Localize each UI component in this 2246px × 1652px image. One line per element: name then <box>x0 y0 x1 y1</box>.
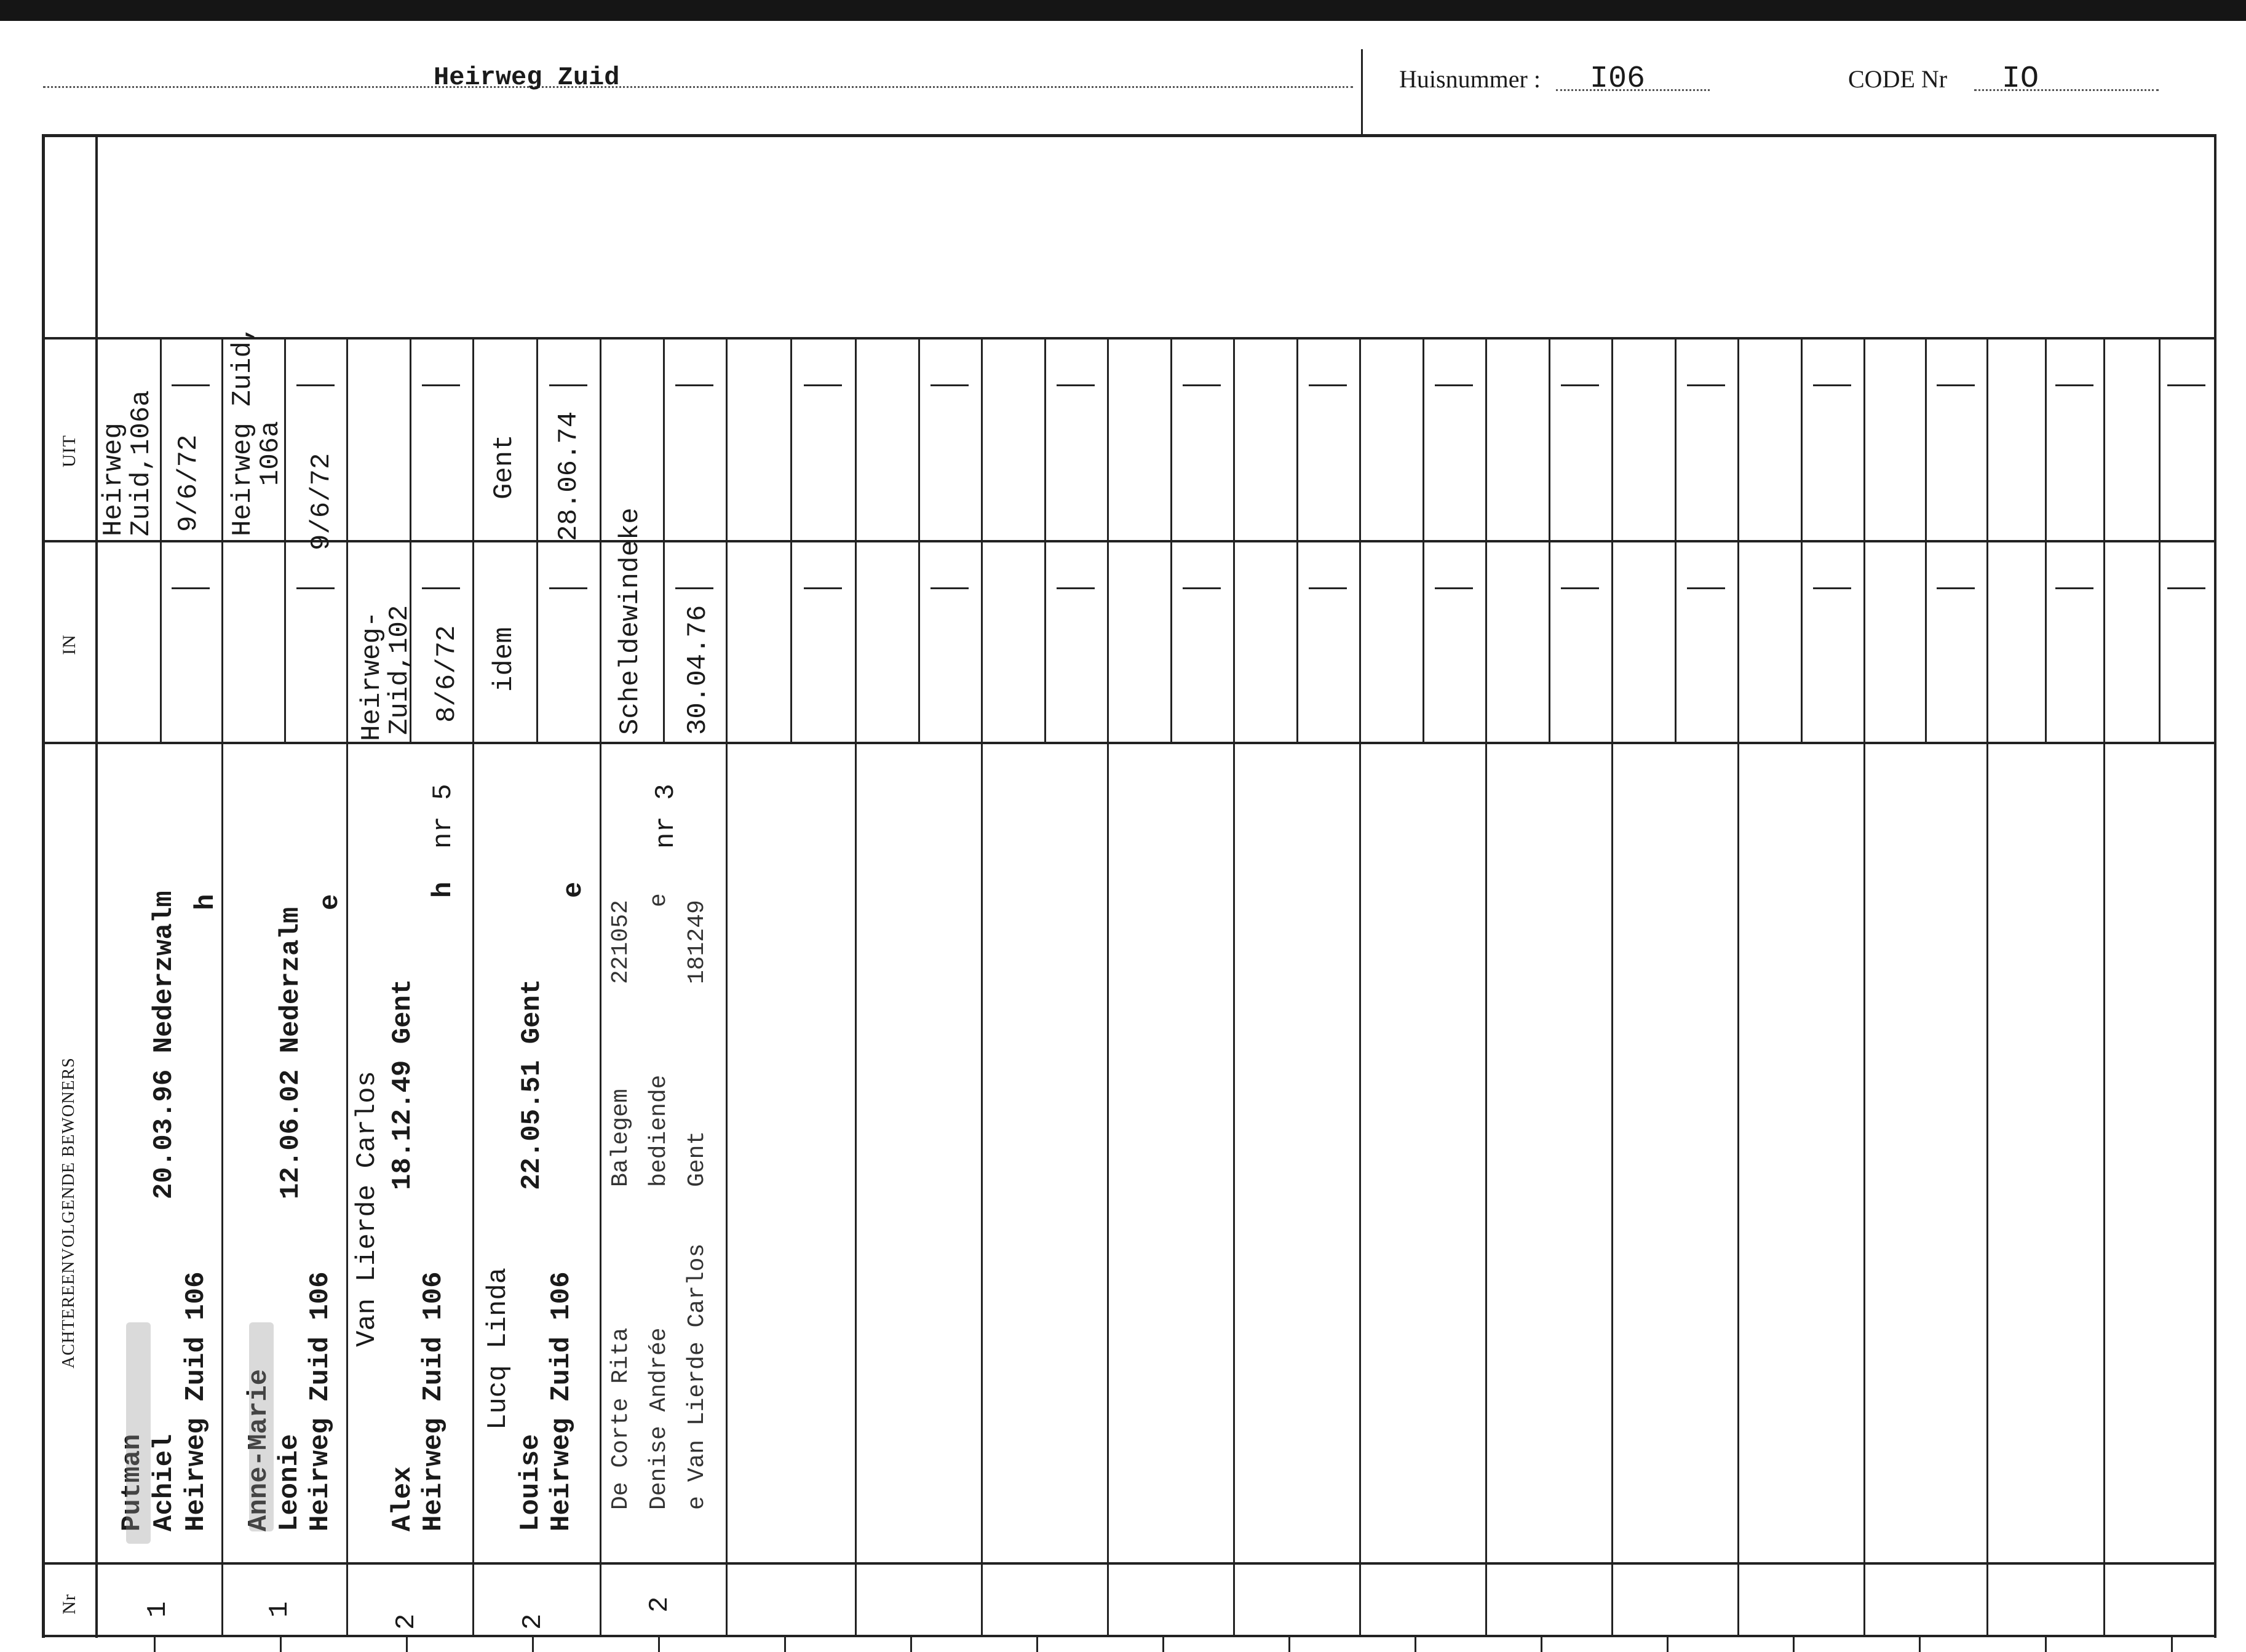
column-divider <box>1986 338 1988 1636</box>
nr-2: 1 <box>264 1601 295 1618</box>
bottom-tick <box>910 1637 912 1652</box>
row-label-nr: Nr <box>59 1594 79 1614</box>
column-divider <box>981 338 983 1636</box>
resident-surname-5: De Corte Rita <box>608 1327 634 1510</box>
label-column-border <box>95 134 98 1638</box>
row-label-uit: UIT <box>59 435 79 467</box>
scan-smudge <box>126 1322 151 1544</box>
column-divider <box>1737 338 1739 1636</box>
date-subcolumn-divider <box>1170 338 1172 742</box>
empty-date-dash <box>2055 587 2093 589</box>
resident-address-4: Heirweg Zuid 106 <box>546 1271 577 1531</box>
bewoners-row-top <box>42 742 2216 744</box>
date-subcolumn-divider <box>1801 338 1803 742</box>
in-place-4: idem <box>489 627 520 692</box>
empty-date-dash <box>931 384 969 386</box>
date-subcolumn-divider <box>1549 338 1550 742</box>
bottom-tick <box>1541 1637 1542 1652</box>
table-left-border <box>42 134 45 1638</box>
empty-date-dash <box>1057 384 1095 386</box>
resident-surname-3: Van Lierde Carlos <box>352 1071 383 1347</box>
huisnummer-label: Huisnummer : <box>1399 65 1541 93</box>
spouse-birth-code-5: 181249 <box>684 900 710 984</box>
birthplace-5: Balegem <box>608 1089 634 1187</box>
resident-surname-1: Putman <box>117 1434 148 1531</box>
in-place-3b: Zuid,102 <box>384 605 415 735</box>
street-dotted-line <box>43 86 1353 88</box>
date-subcolumn-divider <box>160 338 162 742</box>
birth-code-5: 221052 <box>608 900 634 984</box>
date-subcolumn-divider <box>1675 338 1677 742</box>
date-subcolumn-divider <box>536 338 538 742</box>
empty-date-dash <box>675 384 713 386</box>
column-divider <box>221 338 223 1636</box>
bottom-tick <box>658 1637 660 1652</box>
uit-place-2b: 106a <box>255 421 286 486</box>
uit-place-2a: Heirweg Zuid, <box>228 325 258 536</box>
row-label-bewoners: ACHTEREENVOLGENDE BEWONERS <box>59 1057 78 1368</box>
resident-surname-4: Lucq Linda <box>483 1267 514 1430</box>
code-value: IO <box>2002 62 2039 97</box>
uit-place-1b: Zuid,106a <box>126 390 157 536</box>
date-subcolumn-divider <box>2045 338 2047 742</box>
bottom-tick <box>1667 1637 1669 1652</box>
header-divider <box>1361 49 1363 135</box>
in-place-5: Scheldewindeke <box>615 507 646 735</box>
bottom-tick <box>1036 1637 1038 1652</box>
empty-date-dash <box>422 384 460 386</box>
empty-date-dash <box>1435 384 1473 386</box>
in-date-3: 8/6/72 <box>432 625 462 723</box>
date-subcolumn-divider <box>790 338 792 742</box>
column-divider <box>1107 338 1109 1636</box>
empty-date-dash <box>1183 587 1221 589</box>
empty-date-dash <box>1561 587 1599 589</box>
empty-date-dash <box>2055 384 2093 386</box>
code-label: CODE Nr <box>1848 65 1948 93</box>
scan-smudge <box>249 1322 274 1531</box>
uit-date-1: 9/6/72 <box>173 434 204 532</box>
bottom-tick <box>532 1637 534 1652</box>
column-divider <box>346 338 348 1636</box>
table-right-border <box>2214 134 2216 1638</box>
gender-4: e <box>558 881 589 898</box>
empty-date-dash <box>1057 587 1095 589</box>
empty-date-dash <box>1687 587 1725 589</box>
column-divider <box>600 338 601 1636</box>
occupation-5: bediende <box>646 1074 672 1187</box>
bottom-tick <box>280 1637 282 1652</box>
uit-date-2: 9/6/72 <box>306 453 337 550</box>
birth-info-2: 12.06.02 Nederzalm <box>276 907 306 1199</box>
uit-row-top <box>42 337 2216 340</box>
gender-5: e <box>646 893 672 907</box>
empty-date-dash <box>172 384 210 386</box>
empty-date-dash <box>1937 587 1975 589</box>
bottom-tick <box>1162 1637 1164 1652</box>
column-divider <box>2103 338 2105 1636</box>
column-divider <box>472 338 474 1636</box>
resident-address-2: Heirweg Zuid 106 <box>305 1271 336 1531</box>
date-subcolumn-divider <box>1423 338 1424 742</box>
birth-info-3: 18.12.49 Gent <box>387 979 418 1190</box>
bottom-tick <box>406 1637 408 1652</box>
row-label-in: IN <box>59 634 79 655</box>
date-subcolumn-divider <box>284 338 286 742</box>
empty-date-dash <box>931 587 969 589</box>
nr-4: 2 <box>518 1613 549 1630</box>
empty-date-dash <box>1813 384 1851 386</box>
birth-info-4: 22.05.51 Gent <box>517 979 547 1190</box>
huisnummer-value: I06 <box>1590 62 1646 97</box>
resident-firstname-3: Alex <box>387 1466 418 1531</box>
nr-5: 2 <box>645 1596 675 1613</box>
empty-date-dash <box>804 384 842 386</box>
resident-spouse-5: e Van Lierde Carlos <box>684 1243 710 1510</box>
bottom-tick <box>154 1637 156 1652</box>
in-place-3a: Heirweg- <box>357 611 387 741</box>
gender-3: h <box>428 881 459 898</box>
table-bottom-border <box>42 1635 2216 1637</box>
bottom-tick <box>1919 1637 1921 1652</box>
empty-date-dash <box>296 587 335 589</box>
column-divider <box>1485 338 1487 1636</box>
empty-date-dash <box>1309 384 1347 386</box>
resident-surname-2: Anne-Marie <box>244 1368 274 1531</box>
resident-firstname-2: Leonie <box>274 1434 305 1531</box>
spouse-birthplace-5: Gent <box>684 1130 710 1187</box>
bottom-tick <box>1793 1637 1795 1652</box>
empty-date-dash <box>296 384 335 386</box>
empty-date-dash <box>172 587 210 589</box>
empty-date-dash <box>2167 587 2205 589</box>
resident-address-1: Heirweg Zuid 106 <box>181 1271 212 1531</box>
extra-5: nr 3 <box>651 784 681 849</box>
birth-info-1: 20.03.96 Nederzwalm <box>149 891 180 1199</box>
in-date-5: 30.04.76 <box>683 605 713 735</box>
empty-date-dash <box>549 384 587 386</box>
empty-date-dash <box>1937 384 1975 386</box>
resident-address-3: Heirweg Zuid 106 <box>418 1271 449 1531</box>
street-name: Heirweg Zuid <box>434 63 620 92</box>
date-subcolumn-divider <box>2159 338 2161 742</box>
empty-date-dash <box>675 587 713 589</box>
date-subcolumn-divider <box>663 338 665 742</box>
resident-firstname-1: Achiel <box>149 1434 180 1531</box>
empty-date-dash <box>804 587 842 589</box>
column-divider <box>726 338 728 1636</box>
gender-1: h <box>191 894 221 910</box>
column-divider <box>1611 338 1613 1636</box>
scan-top-edge <box>0 0 2246 21</box>
nr-row-top <box>42 1562 2216 1565</box>
uit-place-1a: Heirweg <box>98 423 129 536</box>
empty-date-dash <box>1435 587 1473 589</box>
empty-date-dash <box>1183 384 1221 386</box>
bottom-tick <box>1415 1637 1416 1652</box>
bottom-tick <box>784 1637 786 1652</box>
empty-date-dash <box>1309 587 1347 589</box>
uit-place-4: Gent <box>489 434 520 499</box>
nr-3: 2 <box>391 1613 422 1630</box>
column-divider <box>1233 338 1235 1636</box>
empty-date-dash <box>422 587 460 589</box>
bottom-tick <box>2171 1637 2173 1652</box>
date-subcolumn-divider <box>918 338 920 742</box>
column-divider <box>855 338 857 1636</box>
in-row-top <box>42 540 2216 542</box>
bottom-tick <box>1288 1637 1290 1652</box>
empty-date-dash <box>1561 384 1599 386</box>
empty-date-dash <box>1813 587 1851 589</box>
resident-firstname-4: Louise <box>515 1434 546 1531</box>
resident-firstname-5: Denise Andrée <box>646 1327 672 1510</box>
date-subcolumn-divider <box>1296 338 1298 742</box>
date-subcolumn-divider <box>1925 338 1927 742</box>
empty-date-dash <box>2167 384 2205 386</box>
table-top-border <box>42 134 2216 137</box>
extra-3: nr 5 <box>428 784 459 849</box>
gender-2: e <box>315 894 346 910</box>
empty-date-dash <box>1687 384 1725 386</box>
nr-1: 1 <box>143 1601 173 1618</box>
bottom-tick <box>2045 1637 2047 1652</box>
column-divider <box>1863 338 1865 1636</box>
date-subcolumn-divider <box>1044 338 1046 742</box>
column-divider <box>1359 338 1361 1636</box>
uit-date-4: 28.06.74 <box>554 411 584 541</box>
empty-date-dash <box>549 587 587 589</box>
